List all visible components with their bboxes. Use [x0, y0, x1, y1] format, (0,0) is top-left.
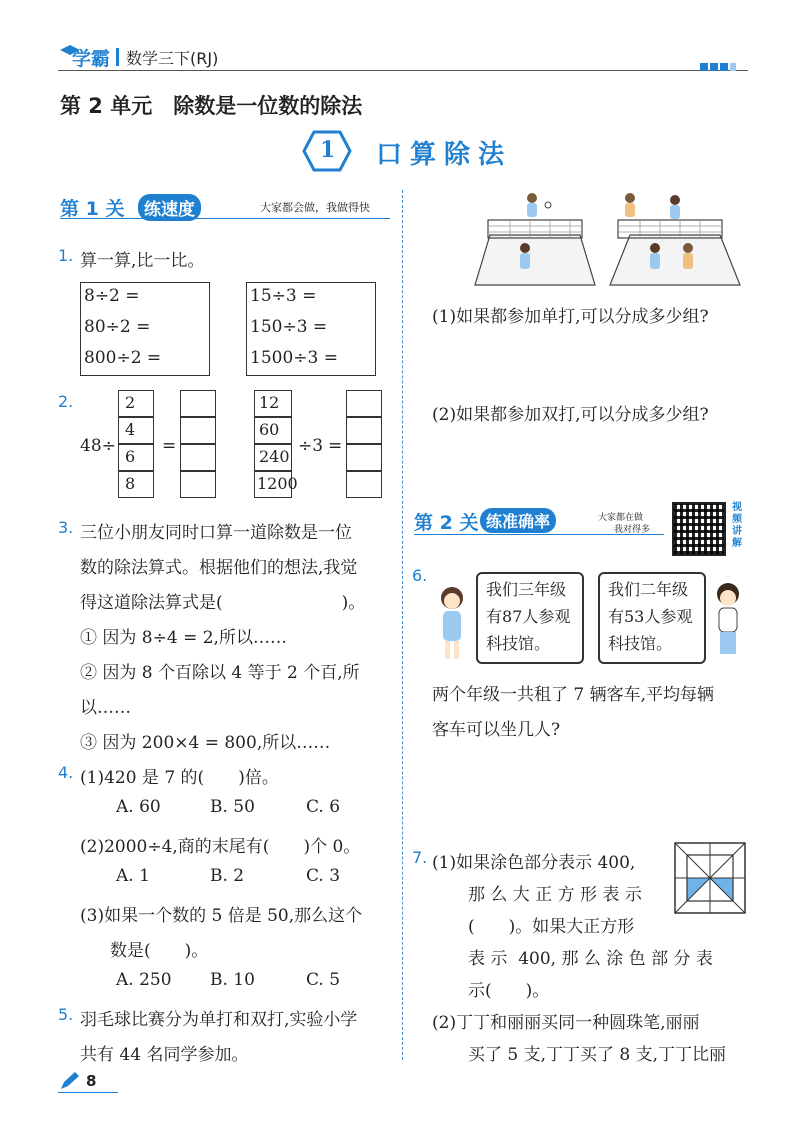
- q1-number: 1.: [58, 246, 74, 265]
- boy-figure: [708, 580, 748, 664]
- level2-label: 第 2 关: [414, 512, 479, 534]
- level1-badge: 练速度: [138, 194, 201, 221]
- q2-answer-cell[interactable]: [180, 390, 216, 417]
- q3-number: 3.: [58, 518, 74, 537]
- bubble-right-line3: 科技馆。: [608, 634, 673, 653]
- q3-line3: 得这道除法算式是( )。: [80, 593, 366, 613]
- q2-right-cell: 60: [254, 417, 292, 444]
- q3-line2: 数的除法算式。根据他们的想法,我觉: [80, 558, 358, 578]
- bubble-right-line2: 有53人参观: [608, 607, 693, 626]
- q7-a1: (1)如果涂色部分表示 400,: [432, 853, 636, 873]
- pencil-icon: [58, 1070, 82, 1092]
- q3-option1: ① 因为 8÷4 = 2,所以……: [80, 628, 287, 648]
- q2-answer-cell[interactable]: [180, 471, 216, 498]
- q2-answer-cell[interactable]: [346, 471, 382, 498]
- header-rule: [58, 70, 748, 71]
- lesson-title: 口算除法: [376, 140, 513, 170]
- q5-number: 5.: [58, 1005, 74, 1024]
- lesson-badge: [302, 130, 352, 172]
- q2-left-cell: 2: [118, 390, 154, 417]
- q6-line1: 两个年级一共租了 7 辆客车,平均每辆: [432, 685, 715, 705]
- q2-left-cell: 6: [118, 444, 154, 471]
- q2-dividend: 48÷: [80, 436, 116, 456]
- badminton-illustration: [470, 190, 750, 290]
- q3-option2a: ② 因为 8 个百除以 4 等于 2 个百,所: [80, 663, 360, 683]
- q4-p1-opt-a[interactable]: A. 60: [116, 797, 161, 817]
- q4-p2-opt-b[interactable]: B. 2: [210, 866, 245, 886]
- q5-part1: (1)如果都参加单打,可以分成多少组?: [432, 307, 709, 327]
- q3-line1: 三位小朋友同时口算一道除数是一位: [80, 523, 352, 543]
- q4-part3b: 数是( )。: [110, 941, 209, 961]
- qr-code[interactable]: [672, 502, 726, 556]
- q1-right-2: 150÷3 =: [250, 317, 328, 337]
- q4-p3-opt-c[interactable]: C. 5: [306, 970, 341, 990]
- q1-left-3: 800÷2 =: [84, 348, 162, 368]
- q4-p1-opt-b[interactable]: B. 50: [210, 797, 255, 817]
- q2-right-cell: 1200: [254, 471, 292, 498]
- bubble-left-line2: 有87人参观: [486, 607, 571, 626]
- q2-answer-cell[interactable]: [180, 417, 216, 444]
- q1-right-3: 1500÷3 =: [250, 348, 338, 368]
- q3-option3: ③ 因为 200×4 = 800,所以……: [80, 733, 331, 753]
- q1-left-2: 80÷2 =: [84, 317, 151, 337]
- q6-line2: 客车可以坐几人?: [432, 720, 561, 740]
- q2-right-cell: 240: [254, 444, 292, 471]
- q7-a2: 那 么 大 正 方 形 表 示: [468, 885, 642, 905]
- q2-right-cell: 12: [254, 390, 292, 417]
- q4-p2-opt-a[interactable]: A. 1: [116, 866, 150, 886]
- q2-answer-cell[interactable]: [346, 417, 382, 444]
- q4-p3-opt-b[interactable]: B. 10: [210, 970, 255, 990]
- q7-number: 7.: [412, 848, 428, 867]
- q4-part3a: (3)如果一个数的 5 倍是 50,那么这个: [80, 906, 363, 926]
- q3-option2b: 以……: [80, 698, 131, 718]
- level2-slogan2: 我对得多: [614, 525, 651, 535]
- level2-slogan1: 大家都在做: [598, 513, 644, 523]
- q2-answer-cell[interactable]: [346, 390, 382, 417]
- page-number: 8: [86, 1072, 97, 1090]
- q7-a5: 示( )。: [468, 981, 550, 1001]
- q4-p2-opt-c[interactable]: C. 3: [306, 866, 341, 886]
- q7-a3: ( )。如果大正方形: [468, 917, 635, 937]
- q7-b2: 买了 5 支,丁丁买了 8 支,丁丁比丽: [468, 1045, 727, 1065]
- unit-title: 第 2 单元 除数是一位数的除法: [60, 94, 363, 118]
- qr-label: 视频讲解: [732, 502, 742, 549]
- bubble-right-line1: 我们二年级: [608, 580, 689, 599]
- level1-label: 第 1 关: [60, 198, 125, 220]
- speech-bubble-right: [598, 572, 706, 664]
- square-figure: [674, 842, 746, 914]
- column-divider: [402, 190, 403, 1060]
- q2-equals-2: =: [328, 436, 343, 456]
- brand-divider: [116, 48, 119, 66]
- bubble-left-line1: 我们三年级: [486, 580, 567, 599]
- book-title: 数学三下(RJ): [126, 49, 219, 68]
- level2-badge: 练准确率: [480, 508, 556, 533]
- q1-left-1: 8÷2 =: [84, 286, 140, 306]
- header-logo: [58, 42, 118, 68]
- bubble-left-line3: 科技馆。: [486, 634, 551, 653]
- shaded-square-diagram: [674, 842, 746, 914]
- q5-line1: 羽毛球比赛分为单打和双打,实验小学: [80, 1010, 358, 1030]
- q2-answer-cell[interactable]: [180, 444, 216, 471]
- q7-a4: 表 示 400, 那 么 涂 色 部 分 表: [468, 949, 713, 969]
- q1-text: 算一算,比一比。: [80, 251, 205, 271]
- speech-bubble-left: [476, 572, 584, 664]
- q7-b1: (2)丁丁和丽丽买同一种圆珠笔,丽丽: [432, 1013, 700, 1033]
- q6-number: 6.: [412, 566, 428, 585]
- q2-left-cell: 4: [118, 417, 154, 444]
- level1-header: [60, 194, 390, 224]
- q5-part2: (2)如果都参加双打,可以分成多少组?: [432, 405, 709, 425]
- level2-header: [414, 502, 750, 558]
- q2-div3: ÷3: [298, 436, 324, 456]
- level1-slogan: 大家都会做，我做得快: [260, 201, 370, 214]
- level1-underline: [60, 218, 390, 219]
- lesson-number: 1: [320, 137, 336, 163]
- q4-number: 4.: [58, 763, 74, 782]
- q1-right-1: 15÷3 =: [250, 286, 317, 306]
- q2-left-cell: 8: [118, 471, 154, 498]
- header-dots: [700, 56, 736, 75]
- q2-number: 2.: [58, 392, 74, 411]
- badminton-courts-image: [470, 190, 750, 290]
- girl-figure: [432, 584, 472, 664]
- q4-part1: (1)420 是 7 的( )倍。: [80, 768, 279, 788]
- q2-answer-cell[interactable]: [346, 444, 382, 471]
- q4-part2: (2)2000÷4,商的末尾有( )个 0。: [80, 837, 361, 857]
- q2-equals: =: [162, 436, 177, 456]
- q4-p3-opt-a[interactable]: A. 250: [116, 970, 172, 990]
- q4-p1-opt-c[interactable]: C. 6: [306, 797, 341, 817]
- brand-name: 学霸: [72, 48, 111, 70]
- footer: [58, 1070, 128, 1096]
- q5-line2: 共有 44 名同学参加。: [80, 1045, 249, 1065]
